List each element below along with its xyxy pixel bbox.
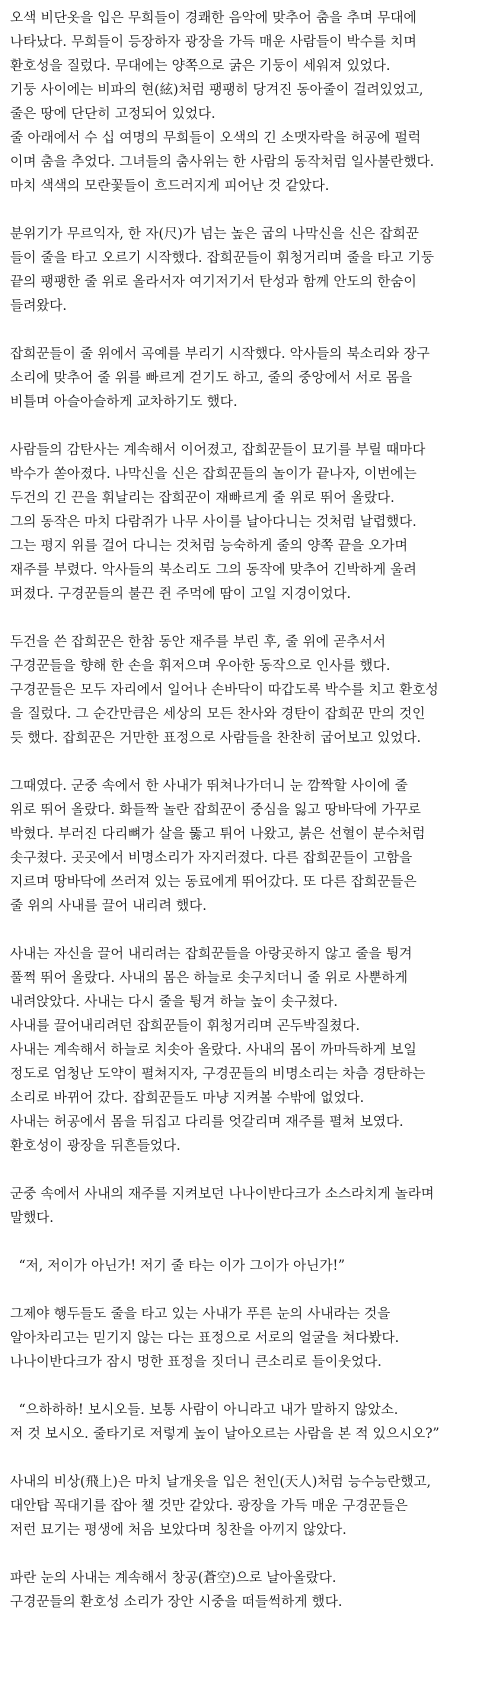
text-line: 군중 속에서 사내의 재주를 지켜보던 나나이반다크가 소스라치게 놀라며 <box>10 1186 435 1202</box>
text-line: 구경꾼들을 향해 한 손을 휘저으며 우아한 동작으로 인사를 했다. <box>10 658 391 674</box>
text-line: 구경꾼들은 모두 자리에서 일어나 손바닥이 따갑도록 박수를 치고 환호성 <box>10 682 439 698</box>
dialogue-2 <box>10 1398 492 1446</box>
text-line: 환호성이 광장을 뒤흔들었다. <box>10 1138 181 1154</box>
text-line: 알아차리고는 믿기지 않는 다는 표정으로 서로의 얼굴을 쳐다봤다. <box>10 1330 400 1346</box>
paragraph-6 <box>10 774 492 918</box>
paragraph-7 <box>10 942 492 1158</box>
text-line: 소리로 바뀌어 갔다. 잡희꾼들도 마냥 지켜볼 수밖에 없었다. <box>10 1090 365 1106</box>
text-line: 위로 뛰어 올랐다. 화들짝 놀란 잡희꾼이 중심을 잃고 땅바닥에 가꾸로 <box>10 802 421 818</box>
text-line: 을 질렀다. 그 순간만큼은 세상의 모든 찬사와 경탄이 잡희꾼 만의 것인 <box>10 706 426 722</box>
text-line: 분위기가 무르익자, 한 자(尺)가 넘는 높은 굽의 나막신을 신은 잡희꾼 <box>10 226 419 242</box>
text-line: 저 것 보시오. 줄타기로 저렇게 높이 날아오르는 사람을 본 적 있으시오?” <box>10 1426 440 1442</box>
text-line: 구경꾼들의 환호성 소리가 장안 시중을 떠들썩하게 했다. <box>10 1594 343 1610</box>
text-line: 줄은 땅에 단단히 고정되어 있었다. <box>10 106 216 122</box>
text-line: 솟구쳤다. 곳곳에서 비명소리가 자지러졌다. 다른 잡희꾼들이 고함을 <box>10 850 413 866</box>
text-line: 소리에 맞추어 줄 위를 빠르게 걷기도 하고, 줄의 중앙에서 서로 몸을 <box>10 370 413 386</box>
text-line: 사내는 자신을 끌어 내리려는 잡희꾼들을 아랑곳하지 않고 줄을 튕겨 <box>10 946 413 962</box>
paragraph-1 <box>10 6 492 198</box>
text-line: 이며 춤을 추었다. 그녀들의 춤사위는 한 사람의 동작처럼 일사불란했다. <box>10 154 435 170</box>
text-line: 줄 아래에서 수 십 여명의 무희들이 오색의 긴 소맷자락을 허공에 펄럭 <box>10 130 421 146</box>
text-line: 비틀며 아슬아슬하게 교차하기도 했다. <box>10 394 238 410</box>
text-line: 두건의 긴 끈을 휘날리는 잡희꾼이 재빠르게 줄 위로 뛰어 올랐다. <box>10 490 395 506</box>
text-line: “으하하하! 보시오들. 보통 사람이 아니라고 내가 말하지 않았소. <box>10 1402 399 1418</box>
text-line: 두건을 쓴 잡희꾼은 한참 동안 재주를 부린 후, 줄 위에 곧추서서 <box>10 634 386 650</box>
text-line: 나나이반다크가 잠시 멍한 표정을 짓더니 큰소리로 들이웃었다. <box>10 1354 382 1370</box>
text-line: 내려앉았다. 사내는 다시 줄을 튕겨 하늘 높이 솟구쳤다. <box>10 994 338 1010</box>
text-line: 풀쩍 뛰어 올랐다. 사내의 몸은 하늘로 솟구치더니 줄 위로 사뿐하게 <box>10 970 408 986</box>
text-line: 그제야 행두들도 줄을 타고 있는 사내가 푸른 눈의 사내라는 것을 <box>10 1306 391 1322</box>
text-line: 환호성을 질렀다. 무대에는 양쪽으로 굵은 기둥이 세워져 있었다. <box>10 58 391 74</box>
text-line: 사내를 끌어내리려던 잡희꾼들이 휘청거리며 곤두박질쳤다. <box>10 1018 360 1034</box>
paragraph-4 <box>10 438 492 606</box>
text-line: 퍼졌다. 구경꾼들의 불끈 쥔 주먹에 땀이 고일 지경이었다. <box>10 586 351 602</box>
text-line: 사람들의 감탄사는 계속해서 이어졌고, 잡희꾼들이 묘기를 부릴 때마다 <box>10 442 426 458</box>
text-line: 그의 동작은 마치 다람쥐가 나무 사이를 날아다니는 것처럼 날렵했다. <box>10 514 417 530</box>
text-line: 박수가 쏟아졌다. 나막신을 신은 잡희꾼들의 놀이가 끝나자, 이번에는 <box>10 466 417 482</box>
paragraph-10 <box>10 1470 492 1542</box>
text-line: 정도로 엄청난 도약이 펼쳐지자, 구경꾼들의 비명소리는 차츰 경탄하는 <box>10 1066 426 1082</box>
paragraph-8 <box>10 1182 492 1230</box>
text-line: 기둥 사이에는 비파의 현(絃)처럼 팽팽히 당겨진 동아줄이 걸려있었고, <box>10 82 424 98</box>
paragraph-2 <box>10 222 492 318</box>
text-line: 들려왔다. <box>10 298 67 314</box>
text-line: 그는 평지 위를 걸어 다니는 것처럼 능숙하게 줄의 양쪽 끝을 오가며 <box>10 538 408 554</box>
text-line: 저런 묘기는 평생에 처음 보았다며 칭찬을 아끼지 않았다. <box>10 1522 347 1538</box>
text-line: 듯 했다. 잡희꾼은 거만한 표정으로 사람들을 찬찬히 굽어보고 있었다. <box>10 730 421 746</box>
paragraph-5 <box>10 630 492 750</box>
text-line: 말했다. <box>10 1210 54 1226</box>
text-line: 대안탑 꼭대기를 잡아 챌 것만 같았다. 광장을 가득 매운 구경꾼들은 <box>10 1498 408 1514</box>
paragraph-11 <box>10 1566 492 1614</box>
text-line: 잡희꾼들이 줄 위에서 곡예를 부리기 시작했다. 악사들의 북소리와 장구 <box>10 346 430 362</box>
text-line: 마치 색색의 모란꽃들이 흐드러지게 피어난 것 같았다. <box>10 178 330 194</box>
text-line: 박혔다. 부러진 다리뼈가 살을 뚫고 튀어 나왔고, 붉은 선혈이 분수처럼 <box>10 826 426 842</box>
text-line: 들이 줄을 타고 오르기 시작했다. 잡희꾼들이 휘청거리며 줄을 타고 기둥 <box>10 250 435 266</box>
text-line: 지르며 땅바닥에 쓰러져 있는 동료에게 뛰어갔다. 또 다른 잡희꾼들은 <box>10 874 417 890</box>
text-line: 오색 비단옷을 입은 무희들이 경쾌한 음악에 맞추어 춤을 추며 무대에 <box>10 10 417 26</box>
text-line: 파란 눈의 사내는 계속해서 창공(蒼空)으로 날아올랐다. <box>10 1570 337 1586</box>
text-line: “저, 저이가 아닌가! 저기 줄 타는 이가 그이가 아닌가!” <box>10 1258 345 1274</box>
text-line: 사내는 계속해서 하늘로 치솟아 올랐다. 사내의 몸이 까마득하게 보일 <box>10 1042 417 1058</box>
paragraph-3 <box>10 342 492 414</box>
text-line: 사내의 비상(飛上)은 마치 날개옷을 입은 천인(天人)처럼 능수능란했고, <box>10 1474 431 1490</box>
dialogue-1 <box>10 1254 492 1278</box>
text-line: 끝의 팽팽한 줄 위로 올라서자 여기저기서 탄성과 함께 안도의 한숨이 <box>10 274 417 290</box>
text-line: 줄 위의 사내를 끌어 내리려 했다. <box>10 898 207 914</box>
text-line: 그때였다. 군중 속에서 한 사내가 뛰쳐나가더니 눈 깜짝할 사이에 줄 <box>10 778 408 794</box>
text-line: 사내는 허공에서 몸을 뒤집고 다리를 엇갈리며 재주를 펼쳐 보였다. <box>10 1114 404 1130</box>
paragraph-9 <box>10 1302 492 1374</box>
text-line: 재주를 부렸다. 악사들의 북소리도 그의 동작에 맞추어 긴박하게 울려 <box>10 562 417 578</box>
text-line: 나타났다. 무희들이 등장하자 광장을 가득 매운 사람들이 박수를 치며 <box>10 34 417 50</box>
